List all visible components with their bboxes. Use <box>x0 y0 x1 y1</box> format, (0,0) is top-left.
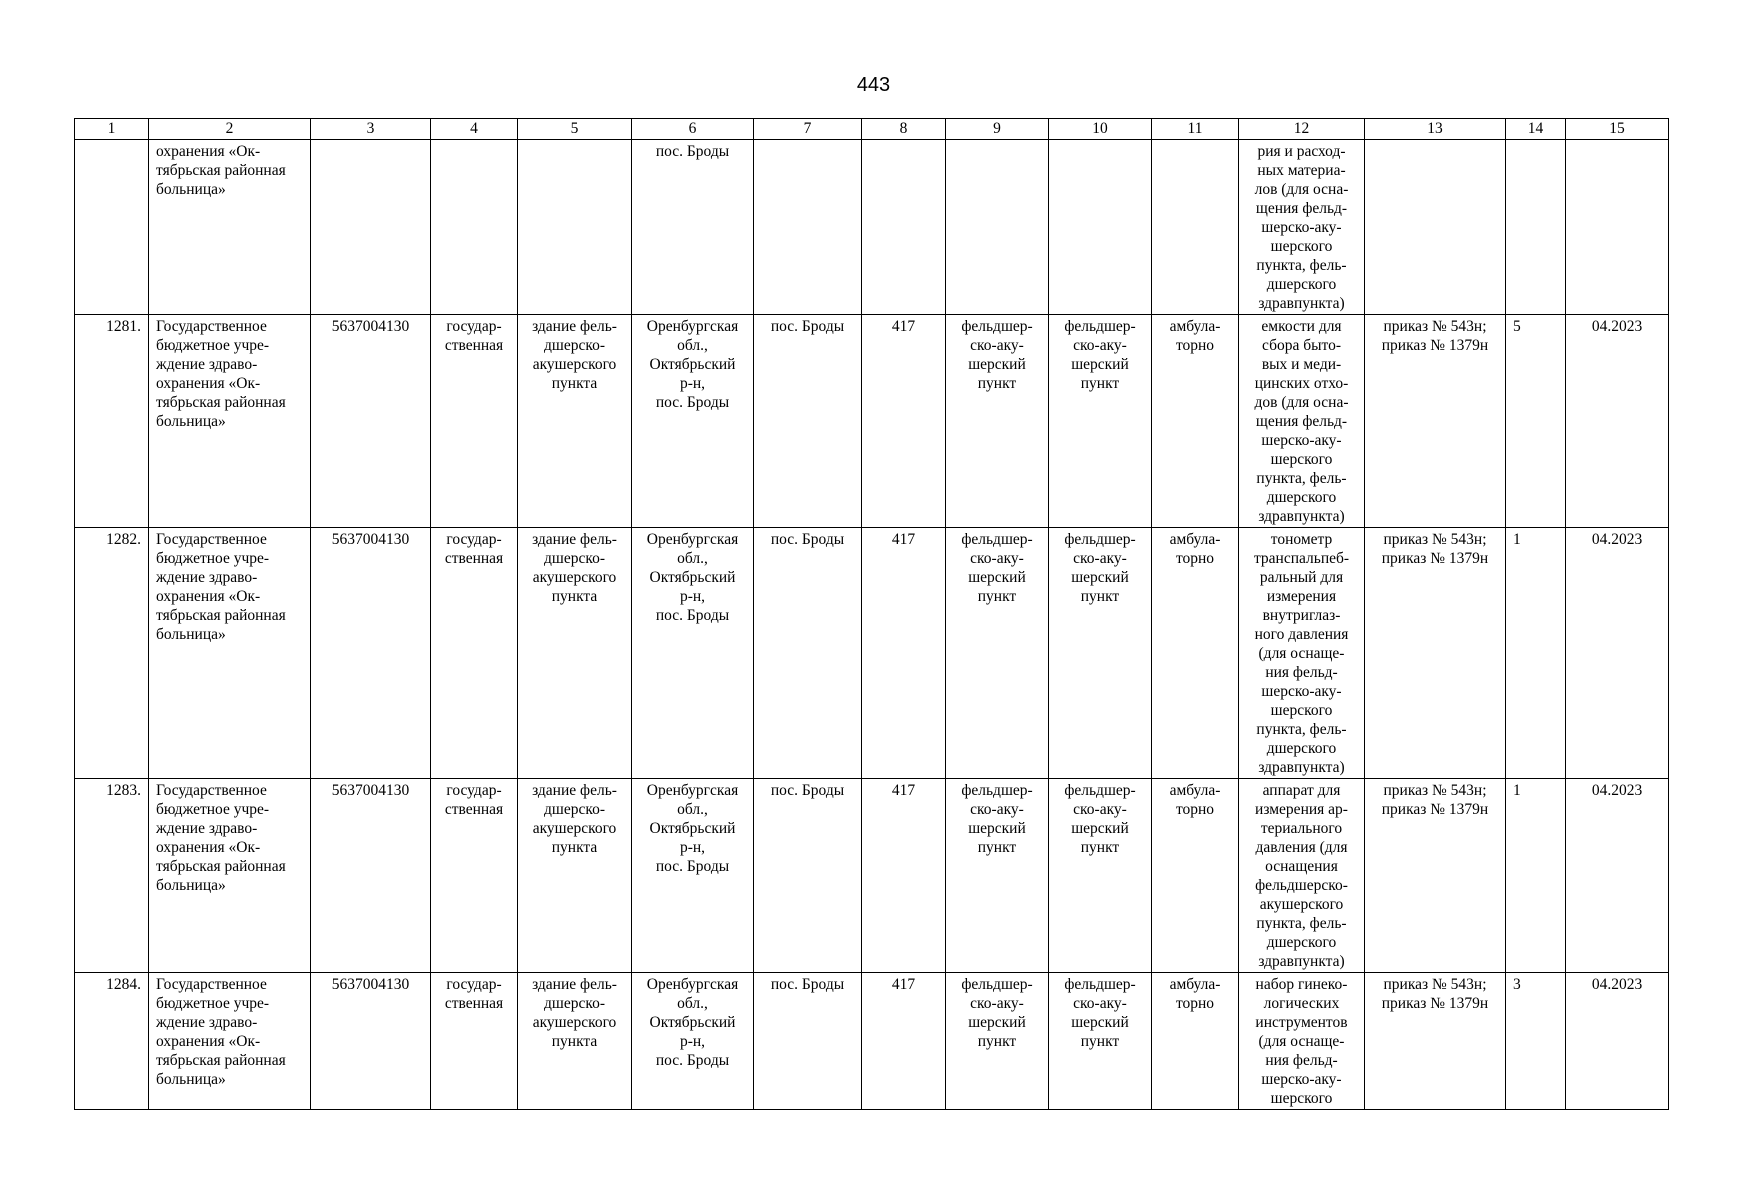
cell-unit-name: фельдшер- ско-аку- шерский пункт <box>1049 779 1152 973</box>
cell-date: 04.2023 <box>1566 779 1669 973</box>
page-number: 443 <box>856 74 891 96</box>
cell-code: 417 <box>862 528 946 779</box>
cell-ownership: государ- ственная <box>431 973 518 1110</box>
cell-address: пос. Броды <box>632 140 754 315</box>
cell-inn: 5637004130 <box>311 315 431 528</box>
cell-building: здание фель- дшерско- акушерского пункта <box>518 973 632 1110</box>
cell-building: здание фель- дшерско- акушерского пункта <box>518 315 632 528</box>
cell-code: 417 <box>862 779 946 973</box>
cell-number: 1284. <box>75 973 149 1110</box>
column-header: 1 <box>75 119 149 140</box>
column-header: 15 <box>1566 119 1669 140</box>
cell-care-form: амбула- торно <box>1152 315 1239 528</box>
cell-equipment: набор гинеко- логических инструментов (для оснаще- ния фельд- шерско-аку- шерского <box>1239 973 1365 1110</box>
column-header: 2 <box>149 119 311 140</box>
cell-organization: Государственное бюджетное учре- ждение здраво- охранения «Ок- тябрьская районная больница» <box>149 528 311 779</box>
cell-code: 417 <box>862 315 946 528</box>
column-header: 4 <box>431 119 518 140</box>
cell-organization: Государственное бюджетное учре- ждение здраво- охранения «Ок- тябрьская районная больница» <box>149 315 311 528</box>
cell-ownership <box>431 140 518 315</box>
cell-care-form: амбула- торно <box>1152 779 1239 973</box>
table-row <box>75 973 1669 1110</box>
cell-date <box>1566 140 1669 315</box>
continuation-row <box>75 140 1669 315</box>
column-header: 12 <box>1239 119 1365 140</box>
cell-locality: пос. Броды <box>754 528 862 779</box>
cell-quantity: 1 <box>1506 779 1566 973</box>
cell-ownership: государ- ственная <box>431 528 518 779</box>
column-header: 9 <box>946 119 1049 140</box>
cell-quantity: 3 <box>1506 973 1566 1110</box>
column-header: 5 <box>518 119 632 140</box>
column-header: 14 <box>1506 119 1566 140</box>
cell-inn: 5637004130 <box>311 528 431 779</box>
cell-date: 04.2023 <box>1566 973 1669 1110</box>
cell-unit-name: фельдшер- ско-аку- шерский пункт <box>1049 315 1152 528</box>
cell-equipment: емкости для сбора быто- вых и меди- цинских отхо- дов (для осна- щения фельд- шерско-аку- шерского пункта, фель- дшерского здравпункта) <box>1239 315 1365 528</box>
cell-care-form: амбула- торно <box>1152 973 1239 1110</box>
cell-unit-type: фельдшер- ско-аку- шерский пункт <box>946 315 1049 528</box>
cell-equipment: аппарат для измерения ар- териального давления (для оснащения фельдшерско- акушерского пункта, фель- дшерского здравпункта) <box>1239 779 1365 973</box>
column-number-header <box>75 119 1669 140</box>
cell-quantity: 1 <box>1506 528 1566 779</box>
cell-order: приказ № 543н; приказ № 1379н <box>1365 528 1506 779</box>
column-header: 7 <box>754 119 862 140</box>
cell-equipment: рия и расход- ных материа- лов (для осна- щения фельд- шерско-аку- шерского пункта, фель- дшерского здравпункта) <box>1239 140 1365 315</box>
cell-locality <box>754 140 862 315</box>
column-header: 13 <box>1365 119 1506 140</box>
cell-care-form: амбула- торно <box>1152 528 1239 779</box>
column-header: 3 <box>311 119 431 140</box>
cell-locality: пос. Броды <box>754 315 862 528</box>
cell-locality: пос. Броды <box>754 973 862 1110</box>
table-row <box>75 528 1669 779</box>
cell-unit-name <box>1049 140 1152 315</box>
cell-ownership: государ- ственная <box>431 779 518 973</box>
cell-unit-type: фельдшер- ско-аку- шерский пункт <box>946 973 1049 1110</box>
cell-order: приказ № 543н; приказ № 1379н <box>1365 779 1506 973</box>
cell-address: Оренбургская обл., Октябрьский р-н, пос. Броды <box>632 528 754 779</box>
table-row <box>75 779 1669 973</box>
column-header: 8 <box>862 119 946 140</box>
cell-organization: охранения «Ок- тябрьская районная больница» <box>149 140 311 315</box>
cell-building: здание фель- дшерско- акушерского пункта <box>518 779 632 973</box>
column-header: 10 <box>1049 119 1152 140</box>
cell-building: здание фель- дшерско- акушерского пункта <box>518 528 632 779</box>
cell-order: приказ № 543н; приказ № 1379н <box>1365 973 1506 1110</box>
cell-quantity: 5 <box>1506 315 1566 528</box>
cell-unit-name: фельдшер- ско-аку- шерский пункт <box>1049 528 1152 779</box>
column-header: 11 <box>1152 119 1239 140</box>
cell-quantity <box>1506 140 1566 315</box>
column-header: 6 <box>632 119 754 140</box>
cell-ownership: государ- ственная <box>431 315 518 528</box>
cell-organization: Государственное бюджетное учре- ждение здраво- охранения «Ок- тябрьская районная больница» <box>149 973 311 1110</box>
cell-locality: пос. Броды <box>754 779 862 973</box>
cell-date: 04.2023 <box>1566 315 1669 528</box>
cell-inn <box>311 140 431 315</box>
cell-address: Оренбургская обл., Октябрьский р-н, пос. Броды <box>632 779 754 973</box>
cell-number: 1282. <box>75 528 149 779</box>
table-row <box>75 315 1669 528</box>
cell-building <box>518 140 632 315</box>
cell-inn: 5637004130 <box>311 779 431 973</box>
cell-address: Оренбургская обл., Октябрьский р-н, пос. Броды <box>632 315 754 528</box>
cell-unit-name: фельдшер- ско-аку- шерский пункт <box>1049 973 1152 1110</box>
cell-equipment: тонометр транспальпеб- ральный для измерения внутриглаз- ного давления (для оснаще- ния фельд- шерско-аку- шерского пункта, фель- дшерского здравпункта) <box>1239 528 1365 779</box>
cell-number <box>75 140 149 315</box>
cell-unit-type <box>946 140 1049 315</box>
cell-order: приказ № 543н; приказ № 1379н <box>1365 315 1506 528</box>
cell-organization: Государственное бюджетное учре- ждение здраво- охранения «Ок- тябрьская районная больница» <box>149 779 311 973</box>
cell-date: 04.2023 <box>1566 528 1669 779</box>
registry-table <box>74 118 1669 1110</box>
cell-code: 417 <box>862 973 946 1110</box>
cell-number: 1281. <box>75 315 149 528</box>
cell-unit-type: фельдшер- ско-аку- шерский пункт <box>946 528 1049 779</box>
cell-code <box>862 140 946 315</box>
cell-unit-type: фельдшер- ско-аку- шерский пункт <box>946 779 1049 973</box>
cell-inn: 5637004130 <box>311 973 431 1110</box>
cell-number: 1283. <box>75 779 149 973</box>
cell-care-form <box>1152 140 1239 315</box>
cell-order <box>1365 140 1506 315</box>
cell-address: Оренбургская обл., Октябрьский р-н, пос. Броды <box>632 973 754 1110</box>
